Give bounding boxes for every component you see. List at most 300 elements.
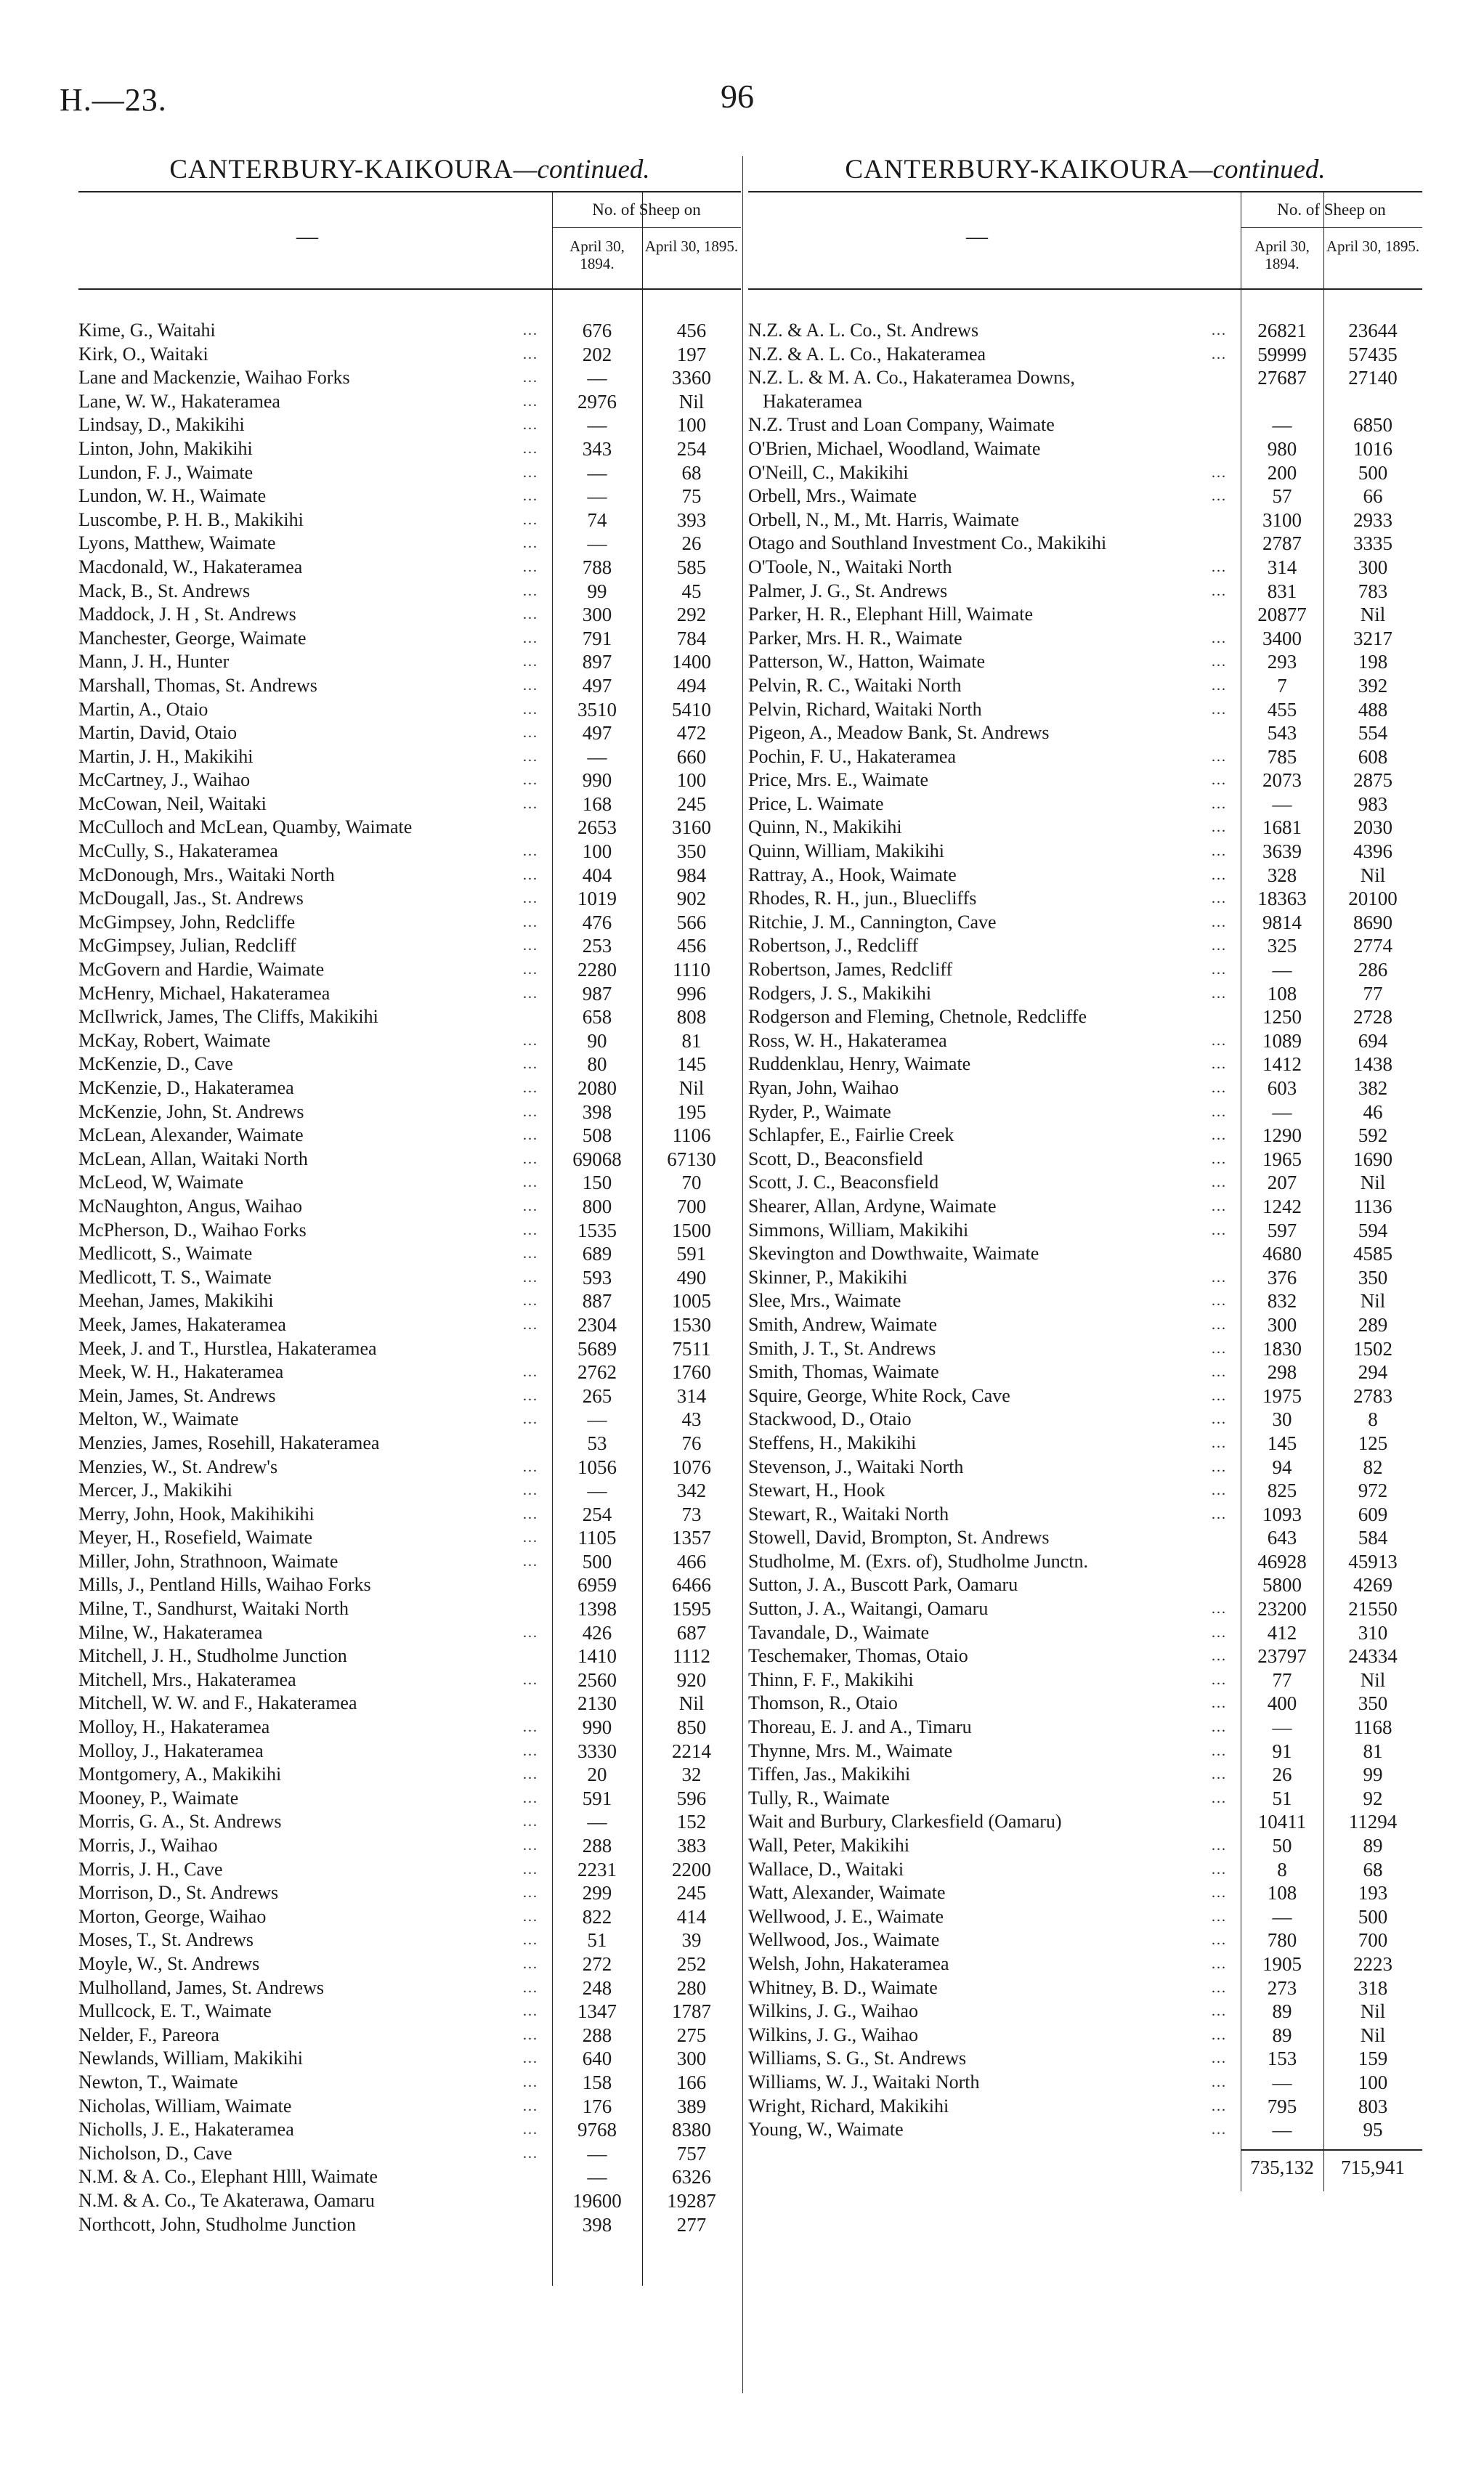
- sheep-1894: 376: [1267, 1266, 1297, 1289]
- sheep-1895: 609: [1358, 1503, 1388, 1525]
- table-row: [748, 1408, 1422, 1432]
- owner-name: Rodgers, J. S., Makikihi: [748, 982, 932, 1004]
- owner-name: Lindsay, D., Makikihi: [78, 414, 245, 436]
- table-row: [78, 982, 741, 1006]
- sheep-1894: 300: [582, 604, 612, 626]
- owner-name: Mann, J. H., Hunter: [78, 651, 230, 673]
- sheep-1894: 288: [582, 2024, 612, 2046]
- owner-name: Slee, Mrs., Waimate: [748, 1290, 901, 1312]
- sheep-1895: 43: [681, 1408, 702, 1431]
- owner-name: Smith, Andrew, Waimate: [748, 1313, 938, 1335]
- owner-name: Ryder, P., Waimate: [748, 1100, 891, 1122]
- table-row: [748, 1503, 1422, 1527]
- leader-dots: ...: [1212, 1482, 1227, 1499]
- sheep-1895: 318: [1358, 1976, 1388, 1999]
- sheep-1895: 350: [676, 840, 707, 863]
- sheep-1894: 30: [1272, 1408, 1292, 1431]
- table-row: [78, 2118, 741, 2142]
- sheep-1895: 67130: [667, 1148, 716, 1170]
- sheep-1894: 153: [1267, 2048, 1297, 2070]
- leader-dots: ...: [523, 2145, 538, 2162]
- sheep-1895: 252: [676, 1952, 707, 1975]
- owner-name: Maddock, J. H , St. Andrews: [78, 604, 296, 625]
- sheep-1894: 8: [1277, 1858, 1287, 1880]
- leader-dots: ...: [523, 1198, 538, 1214]
- sheep-1895: 254: [676, 437, 707, 460]
- leader-dots: ...: [1212, 2003, 1227, 2020]
- table-row: [78, 1266, 741, 1290]
- leader-dots: ...: [523, 1861, 538, 1878]
- sheep-1895: 26: [681, 532, 702, 555]
- sheep-1895: 95: [1363, 2119, 1383, 2141]
- table-row: [78, 1479, 741, 1503]
- owner-name: Lane, W. W., Hakateramea: [78, 390, 280, 412]
- table-row: [748, 1029, 1422, 1053]
- sheep-1895: 414: [676, 1905, 707, 1928]
- sheep-1894: 831: [1267, 580, 1297, 602]
- table-row: [748, 792, 1422, 816]
- sheep-1895: 39: [681, 1929, 702, 1952]
- leader-dots: ...: [1212, 1695, 1227, 1712]
- table-row: [78, 1432, 741, 1456]
- owner-name: Robertson, J., Redcliff: [748, 935, 919, 957]
- leader-dots: ...: [523, 346, 538, 362]
- table-row: [748, 887, 1422, 911]
- sheep-1894: 343: [582, 437, 612, 460]
- leader-dots: ...: [523, 1885, 538, 1902]
- leader-dots: ...: [1212, 1293, 1227, 1310]
- table-row: [78, 343, 741, 367]
- table-row: [748, 508, 1422, 532]
- sheep-1895: 280: [676, 1976, 707, 1999]
- leader-dots: ...: [523, 1482, 538, 1499]
- table-row: [748, 1266, 1422, 1290]
- leader-dots: ...: [523, 914, 538, 930]
- sheep-1895: 2875: [1353, 769, 1392, 792]
- owner-name: Meek, W. H., Hakateramea: [78, 1361, 284, 1383]
- sheep-1895: 383: [676, 1835, 707, 1857]
- sheep-1894: 897: [582, 651, 612, 673]
- sheep-1894: 23200: [1257, 1598, 1307, 1620]
- sheep-1894: 3100: [1262, 508, 1302, 531]
- sheep-1894: 265: [582, 1384, 612, 1407]
- owner-name: McCowan, Neil, Waitaki: [78, 792, 267, 814]
- sheep-1894: 273: [1267, 1976, 1297, 1999]
- total-1894: 735,132: [1250, 2156, 1314, 2178]
- sheep-1894: 50: [1272, 1835, 1292, 1857]
- table-row: [748, 1005, 1422, 1029]
- leader-dots: ...: [523, 1553, 538, 1570]
- table-row: [78, 1005, 741, 1029]
- sheep-1894: —: [1272, 2071, 1292, 2093]
- leader-dots: ...: [523, 1151, 538, 1167]
- table-row: [748, 1479, 1422, 1503]
- sheep-1894: 253: [582, 935, 612, 957]
- sheep-1895: 902: [676, 888, 707, 910]
- table-row: [748, 674, 1422, 698]
- owner-name: McIlwrick, James, The Cliffs, Makikihi: [78, 1006, 378, 1028]
- sheep-1894: 426: [582, 1621, 612, 1644]
- sheep-1895: 166: [676, 2071, 707, 2093]
- table-row: [78, 1503, 741, 1527]
- owner-name: Martin, J. H., Makikihi: [78, 745, 254, 767]
- sheep-1894: —: [587, 2166, 607, 2188]
- leader-dots: ...: [1212, 464, 1227, 481]
- table-row: [748, 1432, 1422, 1456]
- sheep-1895: 245: [676, 1882, 707, 1904]
- sheep-1895: 594: [1358, 1219, 1388, 1241]
- sheep-1895: 145: [676, 1053, 707, 1076]
- owner-name: Pelvin, Richard, Waitaki North: [748, 698, 982, 720]
- leader-dots: ...: [1212, 1932, 1227, 1949]
- sheep-1894: 5800: [1262, 1574, 1302, 1596]
- col-1894-header: April 30, 1894.: [569, 238, 625, 272]
- table-row: [78, 1952, 741, 1976]
- owner-name: Mitchell, J. H., Studholme Junction: [78, 1645, 347, 1667]
- table-row: [748, 1313, 1422, 1337]
- owner-name: Wilkins, J. G., Waihao: [748, 2024, 918, 2045]
- sheep-1895: 1502: [1353, 1337, 1392, 1360]
- leader-dots: ...: [523, 417, 538, 434]
- table-row: [748, 721, 1422, 745]
- leader-dots: ...: [523, 1032, 538, 1049]
- sheep-1894: 314: [1267, 556, 1297, 578]
- sheep-1894: 398: [582, 1100, 612, 1123]
- table-row: [78, 911, 741, 935]
- owner-name: Steffens, H., Makikihi: [748, 1432, 917, 1453]
- table-row: [78, 721, 741, 745]
- owner-name: Milne, T., Sandhurst, Waitaki North: [78, 1598, 349, 1620]
- owner-name: Lundon, W. H., Waimate: [78, 485, 267, 507]
- owner-name: Mein, James, St. Andrews: [78, 1384, 276, 1406]
- sheep-1894: —: [587, 461, 607, 484]
- table-row: [748, 1858, 1422, 1882]
- sheep-1894: 2560: [577, 1668, 617, 1691]
- sheep-1894: 1535: [577, 1219, 617, 1241]
- table-row: [78, 627, 741, 651]
- table-row: [78, 650, 741, 674]
- sheep-1894: 325: [1267, 935, 1297, 957]
- sheep-1894: 1412: [1262, 1053, 1302, 1076]
- sheep-1894: 497: [582, 722, 612, 744]
- table-row: [748, 319, 1422, 343]
- owner-name: Nicholson, D., Cave: [78, 2142, 232, 2164]
- leader-dots: ...: [1212, 2026, 1227, 2043]
- sheep-1895: 1357: [672, 1527, 711, 1549]
- owner-name: Wellwood, J. E., Waimate: [748, 1905, 944, 1927]
- sheep-1895: 920: [676, 1668, 707, 1691]
- table-row: [78, 1313, 741, 1337]
- leader-dots: ...: [523, 1790, 538, 1806]
- sheep-1895: 2774: [1353, 935, 1392, 957]
- table-row: [78, 556, 741, 580]
- leader-dots: ...: [1212, 1222, 1227, 1238]
- owner-name: Rhodes, R. H., jun., Bluecliffs: [748, 888, 977, 909]
- owner-name: McCartney, J., Waihao: [78, 769, 251, 791]
- owner-name: N.Z. & A. L. Co., St. Andrews: [748, 320, 979, 341]
- leader-dots: ...: [1212, 914, 1227, 930]
- leader-dots: ...: [1212, 1198, 1227, 1214]
- owner-name: Tully, R., Waimate: [748, 1787, 890, 1809]
- leader-dots: ...: [1212, 1955, 1227, 1972]
- leader-dots: ...: [1212, 2050, 1227, 2067]
- owner-name: Rattray, A., Hook, Waimate: [748, 864, 957, 885]
- sheep-1894: 1975: [1262, 1384, 1302, 1407]
- table-row: [748, 1171, 1422, 1195]
- leader-dots: ...: [523, 1742, 538, 1759]
- leader-dots: ...: [523, 701, 538, 718]
- sheep-1894: 497: [582, 674, 612, 697]
- owner-name: Ruddenklau, Henry, Waimate: [748, 1053, 971, 1075]
- table-row: [748, 627, 1422, 651]
- table-row: [78, 1928, 741, 1952]
- sheep-1895: 382: [1358, 1077, 1388, 1099]
- right-column: [748, 149, 1422, 2184]
- leader-dots: ...: [523, 440, 538, 457]
- sheep-1895: 99: [1363, 1764, 1383, 1786]
- leader-dots: ...: [1212, 1838, 1227, 1854]
- sheep-1895: 8: [1368, 1408, 1378, 1431]
- owner-name: Sutton, J. A., Buscott Park, Oamaru: [748, 1574, 1018, 1596]
- owner-name: Thoreau, E. J. and A., Timaru: [748, 1716, 972, 1738]
- table-row: [78, 2071, 741, 2095]
- sheep-1894: 1905: [1262, 1952, 1302, 1975]
- owner-name: Morrison, D., St. Andrews: [78, 1882, 279, 1904]
- sheep-1894: 1347: [577, 2000, 617, 2023]
- leader-dots: ...: [1212, 1671, 1227, 1688]
- table-row: [748, 437, 1422, 461]
- sheep-1894: 2231: [577, 1858, 617, 1880]
- owner-name: N.Z. Trust and Loan Company, Waimate: [748, 414, 1055, 436]
- leader-dots: ...: [523, 1316, 538, 1333]
- leader-dots: ...: [523, 795, 538, 812]
- leader-dots: ...: [1212, 985, 1227, 1002]
- leader-dots: ...: [1212, 701, 1227, 718]
- table-row: [78, 508, 741, 532]
- table-row: [748, 1976, 1422, 2000]
- leader-dots: ...: [1212, 795, 1227, 812]
- sheep-1895: 46: [1363, 1100, 1383, 1123]
- sheep-1895: 21550: [1348, 1598, 1398, 1620]
- sheep-1895: 294: [1358, 1361, 1388, 1384]
- owner-name: Stowell, David, Brompton, St. Andrews: [748, 1527, 1050, 1549]
- leader-dots: ...: [523, 985, 538, 1002]
- sheep-1894: 791: [582, 627, 612, 649]
- sheep-1895: 100: [676, 769, 707, 792]
- sheep-1894: 77: [1272, 1668, 1292, 1691]
- sheep-1895: 3160: [672, 816, 711, 839]
- sheep-1894: 591: [582, 1787, 612, 1809]
- owner-name: Wall, Peter, Makikihi: [748, 1835, 910, 1856]
- sheep-1894: 593: [582, 1266, 612, 1289]
- owner-name: Young, W., Waimate: [748, 2119, 904, 2141]
- sheep-1894: 676: [582, 320, 612, 341]
- sheep-1895: 660: [676, 745, 707, 768]
- leader-dots: ...: [523, 2098, 538, 2114]
- owner-name: Squire, George, White Rock, Cave: [748, 1384, 1010, 1406]
- sheep-1895: 984: [676, 864, 707, 886]
- sheep-1895: 808: [676, 1006, 707, 1028]
- leader-dots: ...: [1212, 1624, 1227, 1641]
- owner-name: Shearer, Allan, Ardyne, Waimate: [748, 1195, 997, 1217]
- sheep-1895: 23644: [1348, 320, 1398, 341]
- sheep-1895: 1005: [672, 1290, 711, 1312]
- leader-dots: ...: [1212, 1648, 1227, 1665]
- sheep-1894: 89: [1272, 2000, 1292, 2023]
- sheep-1895: 2030: [1353, 816, 1392, 839]
- leader-dots: ...: [1212, 1103, 1227, 1120]
- leader-dots: ...: [523, 606, 538, 623]
- sheep-1895: Nil: [1360, 2000, 1386, 2023]
- leader-dots: ...: [523, 370, 538, 386]
- sheep-1895: 500: [1358, 461, 1388, 484]
- table-row: [78, 840, 741, 864]
- table-row: [78, 2189, 741, 2213]
- leader-dots: ...: [523, 583, 538, 599]
- table-row: [748, 1337, 1422, 1361]
- column-divider: [742, 156, 743, 2393]
- sheep-1895: 596: [676, 1787, 707, 1809]
- sheep-1894: 476: [582, 911, 612, 933]
- owner-name: Martin, David, Otaio: [78, 722, 238, 744]
- leader-dots: ...: [523, 559, 538, 575]
- report-reference: H.—23.: [60, 82, 167, 118]
- sheep-1894: 1681: [1262, 816, 1302, 839]
- table-row: [748, 2071, 1422, 2095]
- table-row: [748, 1881, 1422, 1905]
- sheep-1895: 92: [1363, 1787, 1383, 1809]
- sheep-1894: 57: [1272, 485, 1292, 508]
- table-row: [78, 768, 741, 792]
- sheep-1895: 70: [681, 1172, 702, 1194]
- sheep-1894: 2080: [577, 1077, 617, 1099]
- owner-name: Melton, W., Waimate: [78, 1408, 239, 1430]
- table-row: [748, 1928, 1422, 1952]
- leader-dots: ...: [1212, 630, 1227, 646]
- sheep-1895: 275: [676, 2024, 707, 2046]
- sheep-1895: 300: [676, 2048, 707, 2070]
- owner-name: Meek, James, Hakateramea: [78, 1313, 286, 1335]
- table-row: [748, 768, 1422, 792]
- sheep-1894: 20877: [1257, 604, 1307, 626]
- table-row: [78, 1195, 741, 1219]
- sheep-1894: 207: [1267, 1172, 1297, 1194]
- owner-name: N.Z. L. & M. A. Co., Hakateramea Downs,: [748, 367, 1075, 389]
- owner-name: McCully, S., Hakateramea: [78, 840, 278, 862]
- leader-dots: ...: [1212, 1340, 1227, 1357]
- table-row: [78, 484, 741, 508]
- sheep-1895: 456: [676, 935, 707, 957]
- sheep-1895: 1136: [1353, 1195, 1392, 1217]
- owner-name: Morton, George, Waihao: [78, 1905, 267, 1927]
- owner-name: Williams, W. J., Waitaki North: [748, 2071, 980, 2093]
- leader-dots: ...: [523, 843, 538, 860]
- sheep-1895: 466: [676, 1550, 707, 1573]
- sheep-1895: 4269: [1353, 1574, 1392, 1596]
- table-row: [78, 887, 741, 911]
- sheep-1894: 412: [1267, 1621, 1297, 1644]
- sheep-1894: 597: [1267, 1219, 1297, 1241]
- sheep-1895: 45913: [1348, 1550, 1398, 1573]
- leader-dots: ...: [523, 1246, 538, 1262]
- table-row: [78, 1052, 741, 1076]
- sheep-1894: 26: [1272, 1764, 1292, 1786]
- sheep-1895: 314: [676, 1384, 707, 1407]
- table-row: [748, 2118, 1422, 2142]
- leader-dots: ...: [1212, 1766, 1227, 1783]
- owner-name: Morris, J., Waihao: [78, 1835, 218, 1856]
- table-row: [748, 484, 1422, 508]
- leader-dots: ...: [1212, 1908, 1227, 1925]
- sheep-1894: 69068: [572, 1148, 622, 1170]
- owner-name: Merry, John, Hook, Makihikihi: [78, 1503, 315, 1525]
- sheep-1895: 7511: [672, 1337, 711, 1360]
- leader-dots: ...: [1212, 1174, 1227, 1191]
- table-row: [748, 461, 1422, 485]
- owner-name: Nicholas, William, Waimate: [78, 2095, 292, 2117]
- sheep-1894: —: [587, 414, 607, 437]
- owner-name: Milne, W., Hakateramea: [78, 1621, 263, 1643]
- table-row: [748, 934, 1422, 958]
- sheep-1895: 289: [1358, 1313, 1388, 1336]
- owner-name: Wright, Richard, Makikihi: [748, 2095, 949, 2117]
- table-row: [78, 1124, 741, 1148]
- sheep-1894: 1105: [577, 1527, 617, 1549]
- sheep-1895: 286: [1358, 959, 1388, 981]
- sheep-1895: 784: [676, 627, 707, 649]
- table-row: [78, 864, 741, 888]
- leader-dots: ...: [1212, 1364, 1227, 1381]
- sheep-1894: 785: [1267, 745, 1297, 768]
- sheep-1894: 300: [1267, 1313, 1297, 1336]
- leader-dots: ...: [523, 1838, 538, 1854]
- leader-dots: ...: [523, 322, 538, 338]
- sheep-1895: 19287: [667, 2189, 716, 2212]
- owner-name: Luscombe, P. H. B., Makikihi: [78, 508, 304, 530]
- sheep-1895: 488: [1358, 698, 1388, 721]
- leader-dots: ...: [523, 938, 538, 954]
- sheep-1895: 2223: [1353, 1952, 1392, 1975]
- table-row: [78, 1076, 741, 1100]
- table-row: [748, 2024, 1422, 2048]
- leader-dots: ...: [1212, 1080, 1227, 1096]
- leader-dots: ...: [523, 1103, 538, 1120]
- sheep-1894: 822: [582, 1905, 612, 1928]
- sheep-1895: 6850: [1353, 414, 1392, 437]
- leader-dots: ...: [523, 1056, 538, 1073]
- sheep-1894: —: [1272, 959, 1292, 981]
- owner-name: Macdonald, W., Hakateramea: [78, 556, 303, 577]
- owner-name: Ritchie, J. M., Cannington, Cave: [748, 911, 997, 933]
- owner-name: McGimpsey, John, Redcliffe: [78, 911, 296, 933]
- owner-name: Molloy, J., Hakateramea: [78, 1740, 264, 1761]
- leader-dots: ...: [1212, 1742, 1227, 1759]
- sheep-1895: Nil: [1360, 1290, 1386, 1312]
- sheep-1895: 700: [1358, 1929, 1388, 1952]
- owner-name: McGovern and Hardie, Waimate: [78, 959, 325, 981]
- sheep-1895: 456: [676, 320, 707, 341]
- sheep-1894: 3639: [1262, 840, 1302, 863]
- table-row: [748, 1456, 1422, 1480]
- leader-dots: ...: [523, 2003, 538, 2020]
- owner-name: Meehan, James, Makikihi: [78, 1290, 274, 1312]
- sheep-1895: 195: [676, 1100, 707, 1123]
- sheep-1895: 2933: [1353, 508, 1392, 531]
- sheep-1895: 125: [1358, 1432, 1388, 1454]
- sheep-1895: 245: [676, 792, 707, 815]
- sheep-1895: 585: [676, 556, 707, 578]
- leader-dots: ...: [523, 2026, 538, 2043]
